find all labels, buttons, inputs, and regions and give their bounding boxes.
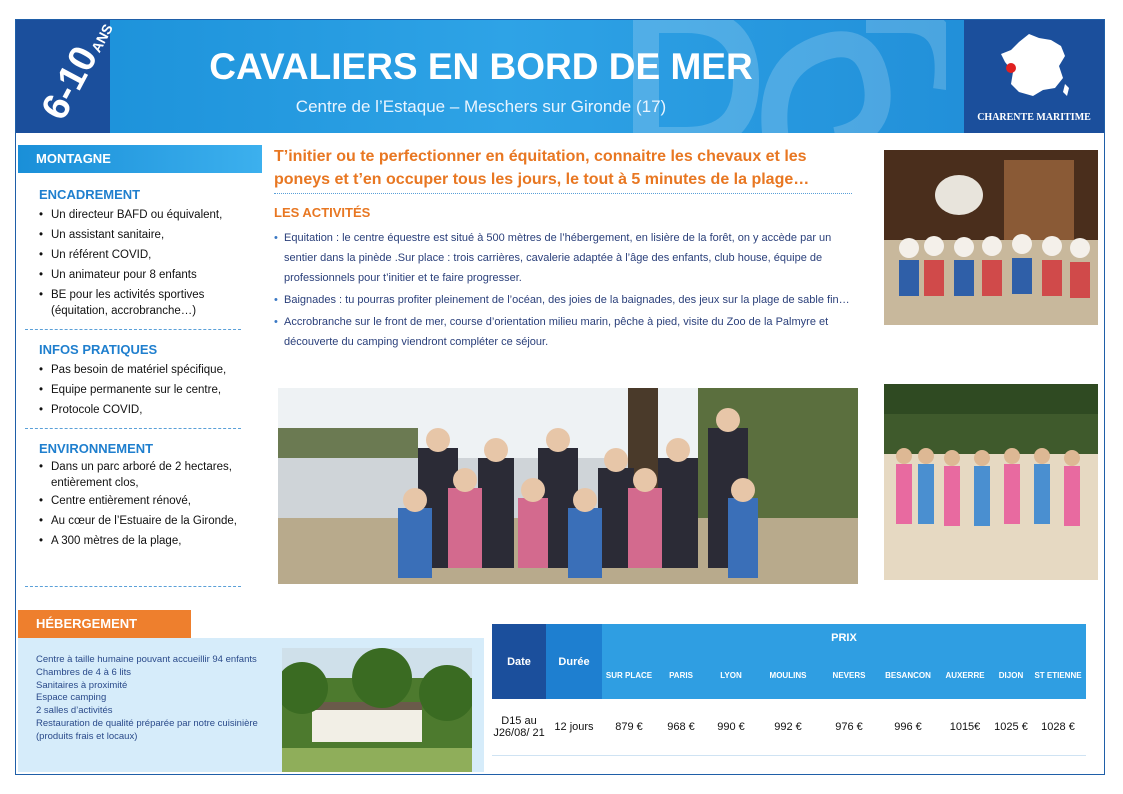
price-cell: 996 € <box>878 699 938 756</box>
age-range: 6-10ANS <box>33 21 116 127</box>
environnement-title: ENVIRONNEMENT <box>39 441 154 456</box>
price-cell: 1028 € <box>1030 699 1086 756</box>
list-item: • Equipe permanente sur le centre, <box>39 380 226 400</box>
list-item: • Un référent COVID, <box>39 245 222 265</box>
list-item: • Un assistant sanitaire, <box>39 225 222 245</box>
list-item: • Protocole COVID, <box>39 400 226 420</box>
price-cell: 1025 € <box>992 699 1030 756</box>
city-header: MOULINS <box>756 651 820 699</box>
city-header: AUXERRE <box>938 651 992 699</box>
france-map-icon <box>999 32 1071 98</box>
header-banner <box>16 20 1104 133</box>
city-header: ST ETIENNE <box>1030 651 1086 699</box>
photo-horse-stable <box>884 150 1098 325</box>
hebergement-line: 2 salles d’activités <box>36 705 113 717</box>
photo-group-children <box>278 388 858 584</box>
activity-item: • Baignades : tu pourras profiter pleinement de l’océan, des joies de la baignades, des jeux sur la plage de sable fin… <box>274 290 859 310</box>
list-item: • Pas besoin de matériel spécifique, <box>39 360 226 380</box>
list-item: • Centre entièrement rénové, <box>39 491 237 511</box>
list-item: • BE pour les activités sportives <box>39 287 222 303</box>
price-cell: 990 € <box>706 699 756 756</box>
divider <box>25 329 241 330</box>
list-item: • Un directeur BAFD ou équivalent, <box>39 205 222 225</box>
list-item-continuation: (équitation, accrobranche…) <box>51 305 197 317</box>
environnement-list <box>39 459 237 551</box>
city-header: DIJON <box>992 651 1030 699</box>
intro-text: T’initier ou te perfectionner en équitation, connaitre les chevaux et les poneys et t’en occuper tous les jours, le tout à 5 minutes de la plage… <box>274 148 810 188</box>
price-cell: 968 € <box>656 699 706 756</box>
date-header: Date <box>492 624 546 699</box>
hebergement-line: Sanitaires à proximité <box>36 679 128 691</box>
hebergement-line: Espace camping <box>36 692 107 704</box>
list-item: • A 300 mètres de la plage, <box>39 531 237 551</box>
list-item: • Un animateur pour 8 enfants <box>39 265 222 285</box>
age-suffix: ANS <box>87 21 116 55</box>
divider <box>25 428 241 429</box>
date-cell: D15 au J26/08/ 21 <box>492 699 546 756</box>
hebergement-line: Restauration de qualité préparée par notre cuisinière (produits frais et locaux) <box>36 717 258 742</box>
hebergement-panel <box>18 638 484 772</box>
encadrement-title: ENCADREMENT <box>39 187 141 202</box>
hebergement-line: Chambres de 4 à 6 lits <box>36 666 132 678</box>
infos-list <box>39 360 226 420</box>
price-cell: 992 € <box>756 699 820 756</box>
list-item-continuation: entièrement clos, <box>51 477 139 489</box>
list-item: • Dans un parc arboré de 2 hectares, <box>39 459 237 475</box>
infos-title: INFOS PRATIQUES <box>39 342 158 357</box>
divider <box>25 586 241 587</box>
photo-building <box>282 648 472 772</box>
sidebar-header: MONTAGNE <box>18 145 262 173</box>
city-header: NEVERS <box>820 651 878 699</box>
duration-header: Durée <box>546 624 602 699</box>
photo-beach-group <box>884 384 1098 580</box>
activity-item: • Equitation : le centre équestre est situé à 500 mètres de l’hébergement, en lisière de la forêt, on y accède par un sentier dans la pinède .Sur place : trois carrières, cavalerie adaptée à l’âge des enfants, club house, équipe de professionnels pour t’initier et te faire progresser. <box>274 228 859 288</box>
hebergement-text <box>36 654 266 744</box>
age-badge <box>16 20 116 133</box>
city-header: PARIS <box>656 651 706 699</box>
hebergement-line: Centre à taille humaine pouvant accueillir 94 enfants <box>36 654 257 665</box>
page-title: CAVALIERS EN BORD DE MER <box>209 46 753 87</box>
activity-item: • Accrobranche sur le front de mer, course d’orientation milieu marin, pêche à pied, visite du Zoo de la Palmyre et découverte du camping viendront compléter ce séjour. <box>274 312 859 352</box>
intro-divider <box>274 193 852 194</box>
page-subtitle: Centre de l’Estaque – Meschers sur Gironde (17) <box>295 97 667 116</box>
city-header: LYON <box>706 651 756 699</box>
region-badge <box>964 20 1104 133</box>
price-cell: 879 € <box>602 699 656 756</box>
city-header: BESANCON <box>878 651 938 699</box>
activities-title: LES ACTIVITÉS <box>274 205 371 220</box>
list-item: • Au cœur de l’Estuaire de la Gironde, <box>39 511 237 531</box>
encadrement-list <box>39 205 222 319</box>
price-cell: 976 € <box>820 699 878 756</box>
region-label: CHARENTE MARITIME <box>977 112 1091 123</box>
duration-cell: 12 jours <box>546 699 602 756</box>
hebergement-header: HÉBERGEMENT <box>18 610 191 638</box>
price-cell: 1015€ <box>938 699 992 756</box>
prix-header: PRIX <box>602 624 1086 651</box>
price-table <box>492 624 1086 756</box>
activities-list <box>274 228 859 354</box>
city-header: SUR PLACE <box>602 651 656 699</box>
